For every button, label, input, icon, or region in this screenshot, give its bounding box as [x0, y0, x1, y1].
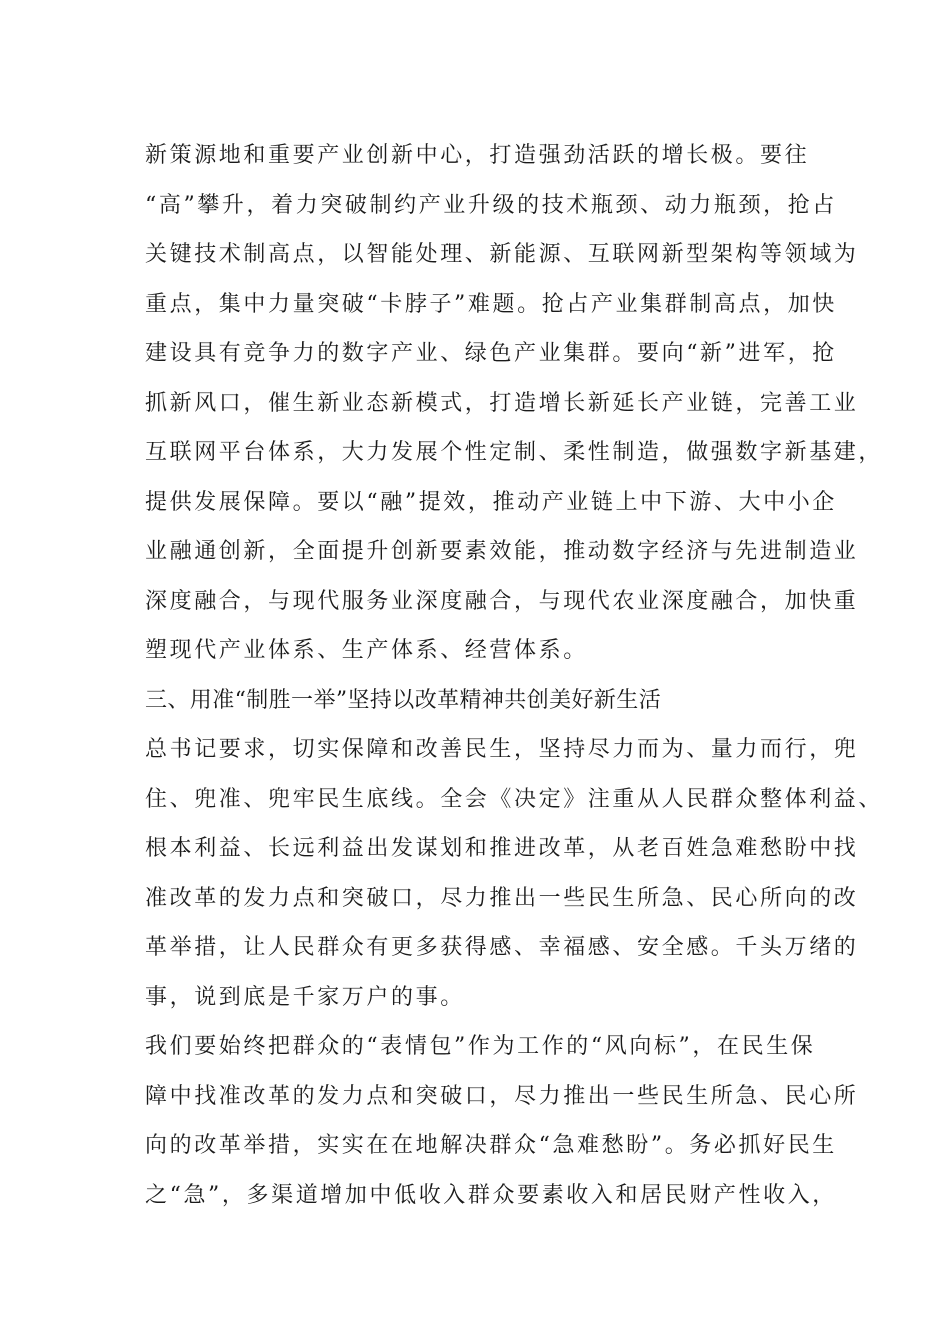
text-line: 革举措，让人民群众有更多获得感、幸福感、安全感。千头万绪的	[145, 935, 859, 960]
text-line: 互联网平台体系，大力发展个性定制、柔性制造，做强数字新基建，	[145, 440, 884, 465]
text-line: “高”攀升，着力突破制约产业升级的技术瓶颈、动力瓶颈，抢占	[145, 192, 837, 218]
text-line: 住、兜准、兜牢民生底线。全会《决定》注重从人民群众整体利益、	[145, 786, 884, 812]
text-line: 建设具有竞争力的数字产业、绿色产业集群。要向“新”进军，抢	[145, 341, 837, 366]
text-line: 重点，集中力量突破“卡脖子”难题。抢占产业集群制高点，加快	[145, 291, 837, 317]
text-line: 塑现代产业体系、生产体系、经营体系。	[145, 638, 588, 663]
text-line: 障中找准改革的发力点和突破口，尽力推出一些民生所急、民心所	[145, 1083, 859, 1109]
text-line: 抓新风口，催生新业态新模式，打造增长新延长产业链，完善工业	[145, 390, 859, 416]
text-line: 关键技术制高点，以智能处理、新能源、互联网新型架构等领域为	[145, 242, 859, 267]
text-line: 之“急”，多渠道增加中低收入群众要素收入和居民财产性收入，	[145, 1182, 837, 1208]
section-heading: 三、用准“制胜一举”坚持以改革精神共创美好新生活	[145, 687, 662, 713]
text-line: 准改革的发力点和突破口，尽力推出一些民生所急、民心所向的改	[145, 885, 859, 911]
text-line: 我们要始终把群众的“表情包”作为工作的“风向标”，在民生保	[145, 1034, 816, 1059]
text-line: 事，说到底是千家万户的事。	[145, 984, 465, 1010]
text-line: 提供发展保障。要以“融”提效，推动产业链上中下游、大中小企	[145, 489, 837, 515]
body-text	[145, 131, 884, 1220]
text-line: 业融通创新，全面提升创新要素效能，推动数字经济与先进制造业	[145, 539, 859, 564]
text-line: 新策源地和重要产业创新中心，打造强劲活跃的增长极。要往	[145, 143, 810, 168]
text-line: 总书记要求，切实保障和改善民生，坚持尽力而为、量力而行，兜	[145, 737, 859, 762]
text-line: 深度融合，与现代服务业深度融合，与现代农业深度融合，加快重	[145, 588, 859, 614]
text-line: 根本利益、长远利益出发谋划和推进改革，从老百姓急难愁盼中找	[145, 836, 859, 861]
text-line: 向的改革举措，实实在在地解决群众“急难愁盼”。务必抓好民生	[145, 1133, 837, 1158]
